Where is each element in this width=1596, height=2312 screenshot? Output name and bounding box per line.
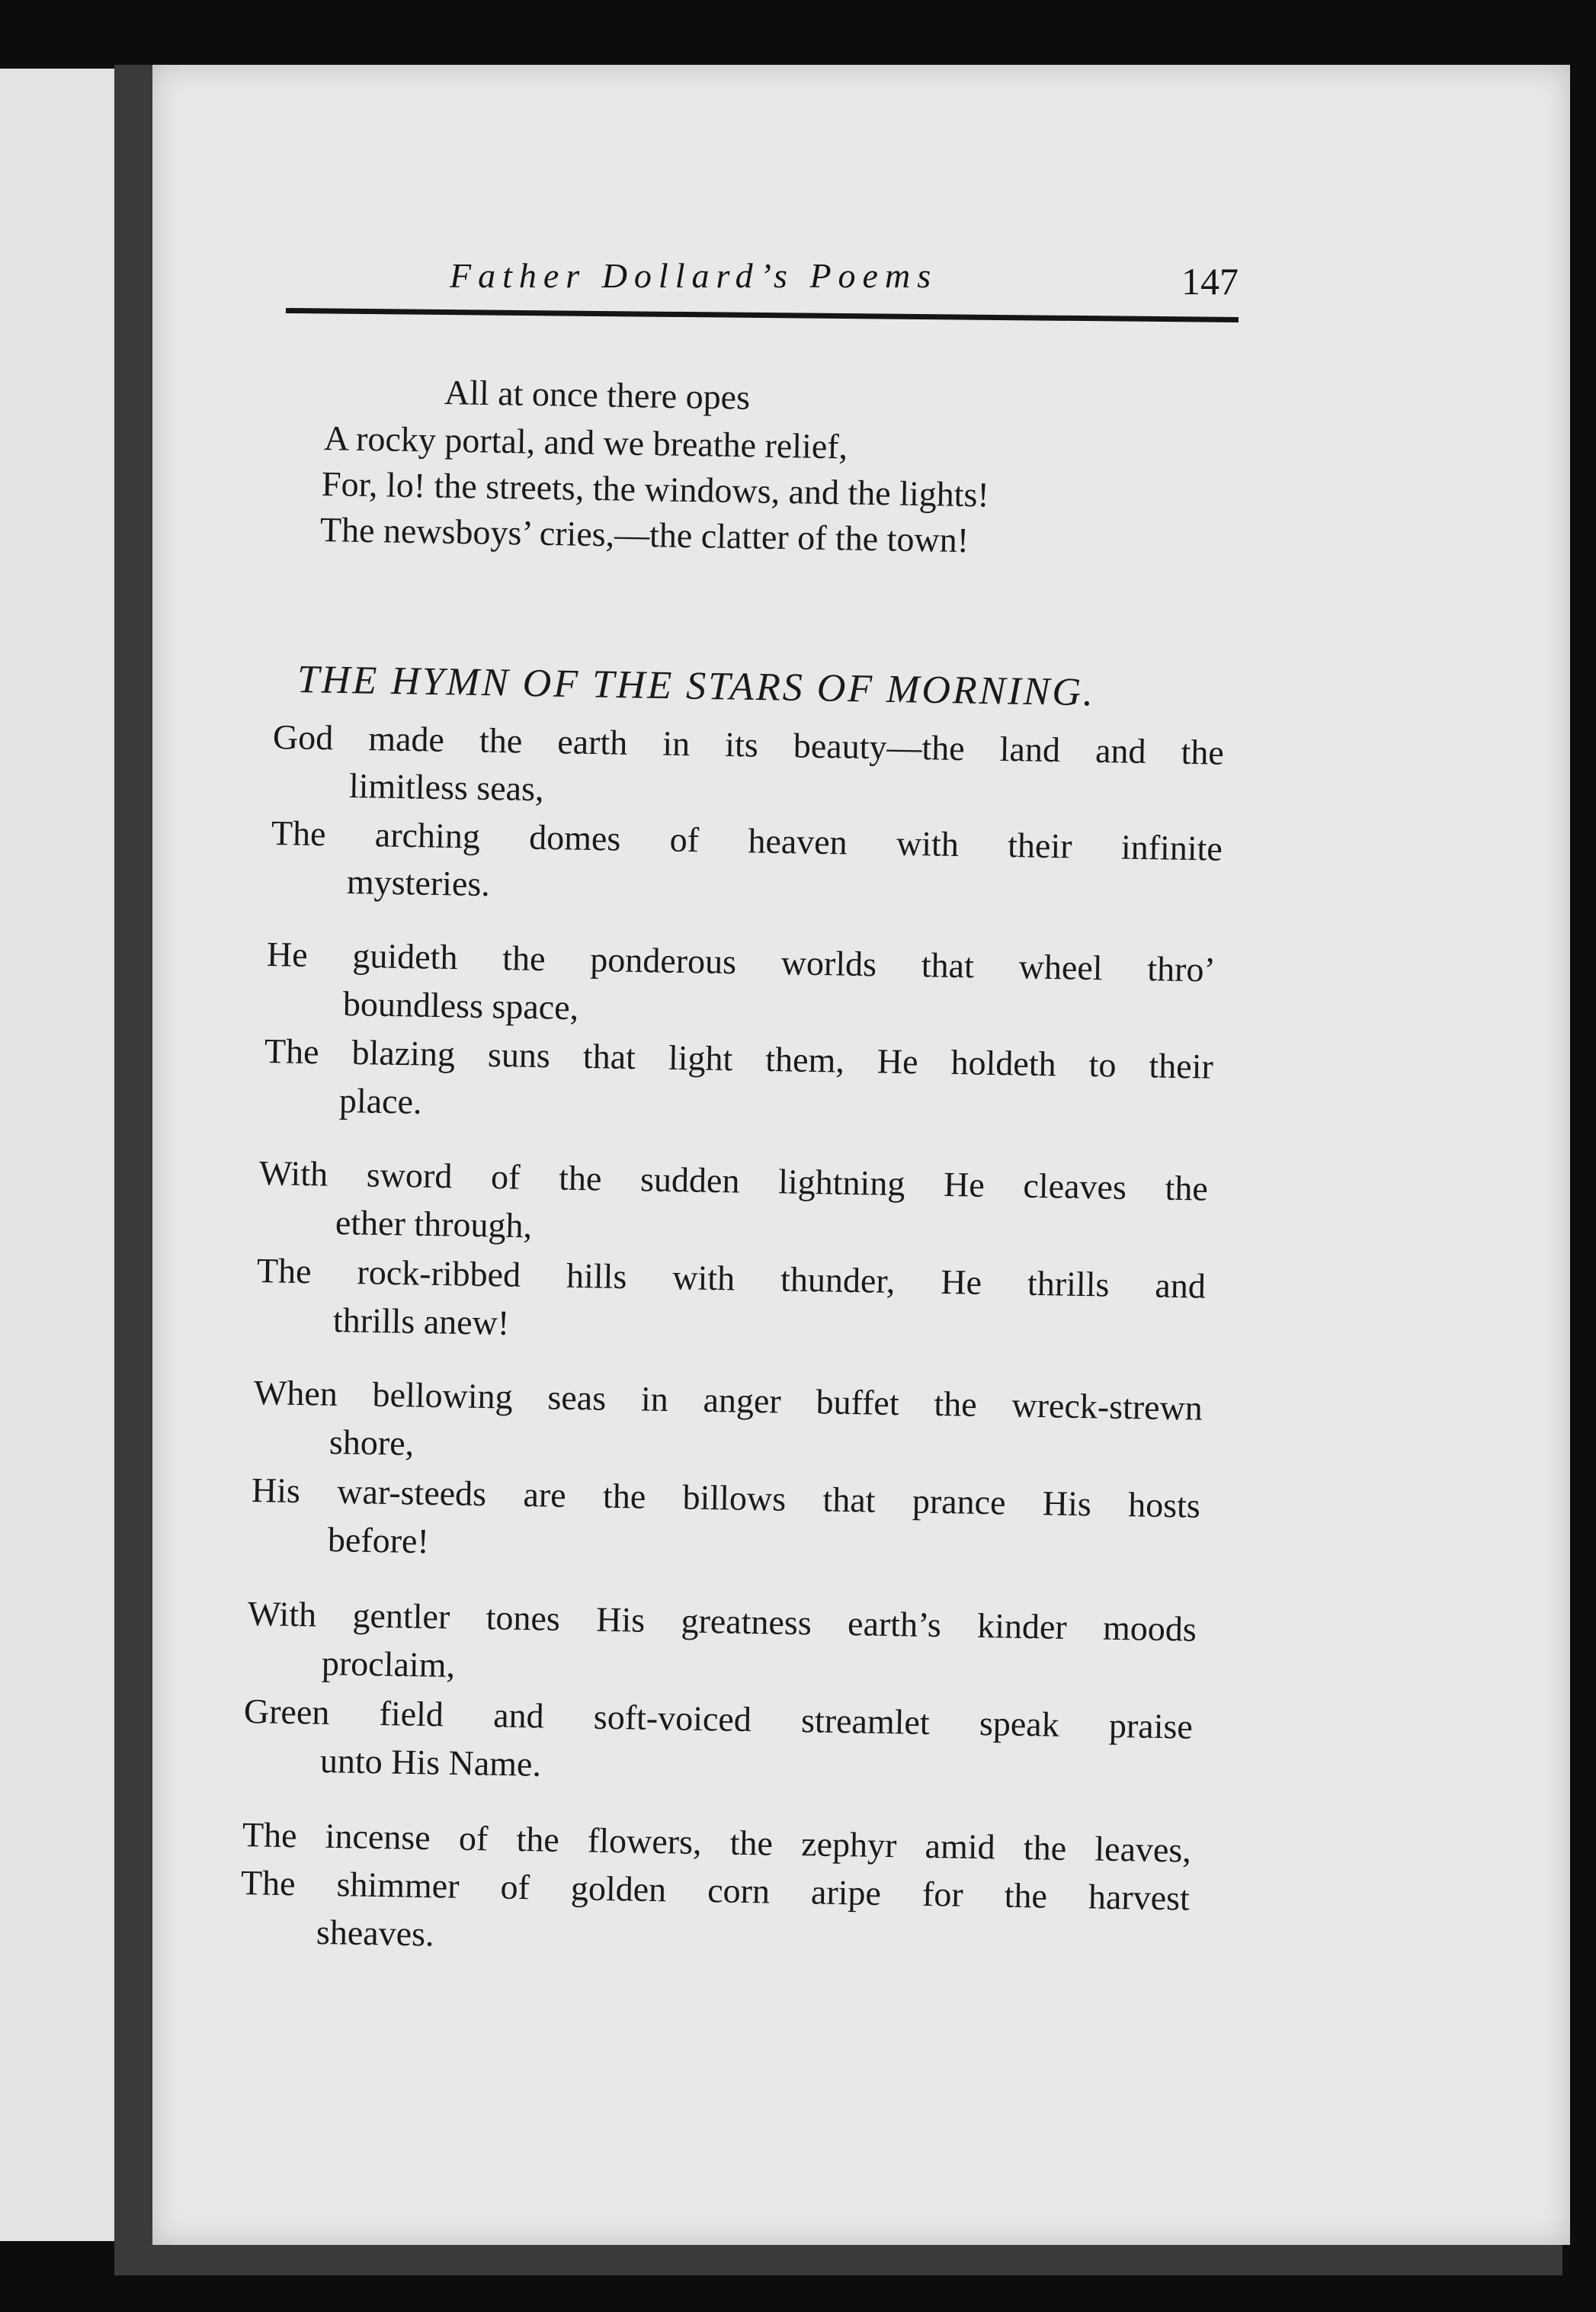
poem-line: place. <box>338 1081 422 1121</box>
poem-line: The shimmer of golden corn aripe for the harvest <box>240 1863 1191 1918</box>
poem-line: before! <box>327 1520 430 1561</box>
poem-line: ether through, <box>335 1203 533 1246</box>
poem-line: limitless seas, <box>348 766 544 809</box>
page-number: 147 <box>1181 260 1239 303</box>
opening-line: A rocky portal, and we breathe relief, <box>323 418 848 467</box>
poem-line: mysteries. <box>346 862 491 904</box>
poem-line: The blazing suns that light them, He holdeth to their <box>264 1031 1214 1086</box>
poem-line: boundless space, <box>342 984 579 1028</box>
poem-line: He guideth the ponderous worlds that wheel thro’ <box>266 935 1216 989</box>
poem-line: unto His Name. <box>319 1741 542 1784</box>
poem-line: When bellowing seas in anger buffet the wreck-strewn <box>253 1373 1203 1428</box>
poem-line: Green field and soft-voiced streamlet speak praise <box>243 1692 1194 1746</box>
running-title: Father Dollard’s Poems <box>450 256 938 295</box>
opening-line: The newsboys’ cries,—the clatter of the town! <box>319 510 969 560</box>
poem-line: shore, <box>328 1422 415 1463</box>
poem-line: The rock-ribbed hills with thunder, He thrills and <box>256 1251 1207 1306</box>
poem-line: His war-steeds are the billows that prance His hosts <box>251 1470 1201 1525</box>
poem-line: sheaves. <box>316 1913 434 1954</box>
poem-line: God made the earth in its beauty—the land and the <box>272 717 1225 772</box>
poem-line: The incense of the flowers, the zephyr amid the leaves, <box>242 1815 1192 1870</box>
poem-line: With gentler tones His greatness earth’s kinder moods <box>247 1594 1197 1649</box>
opening-line: For, lo! the streets, the windows, and the lights! <box>321 464 990 515</box>
poem-line: The arching domes of heaven with their infinite <box>271 813 1223 868</box>
poem-line: thrills anew! <box>332 1300 510 1342</box>
poem-line: proclaim, <box>321 1643 456 1685</box>
poem-line: With sword of the sudden lightning He cleaves the <box>258 1153 1209 1208</box>
poem-title: THE HYMN OF THE STARS OF MORNING. <box>296 658 1096 715</box>
opening-line: All at once there opes <box>444 373 751 417</box>
